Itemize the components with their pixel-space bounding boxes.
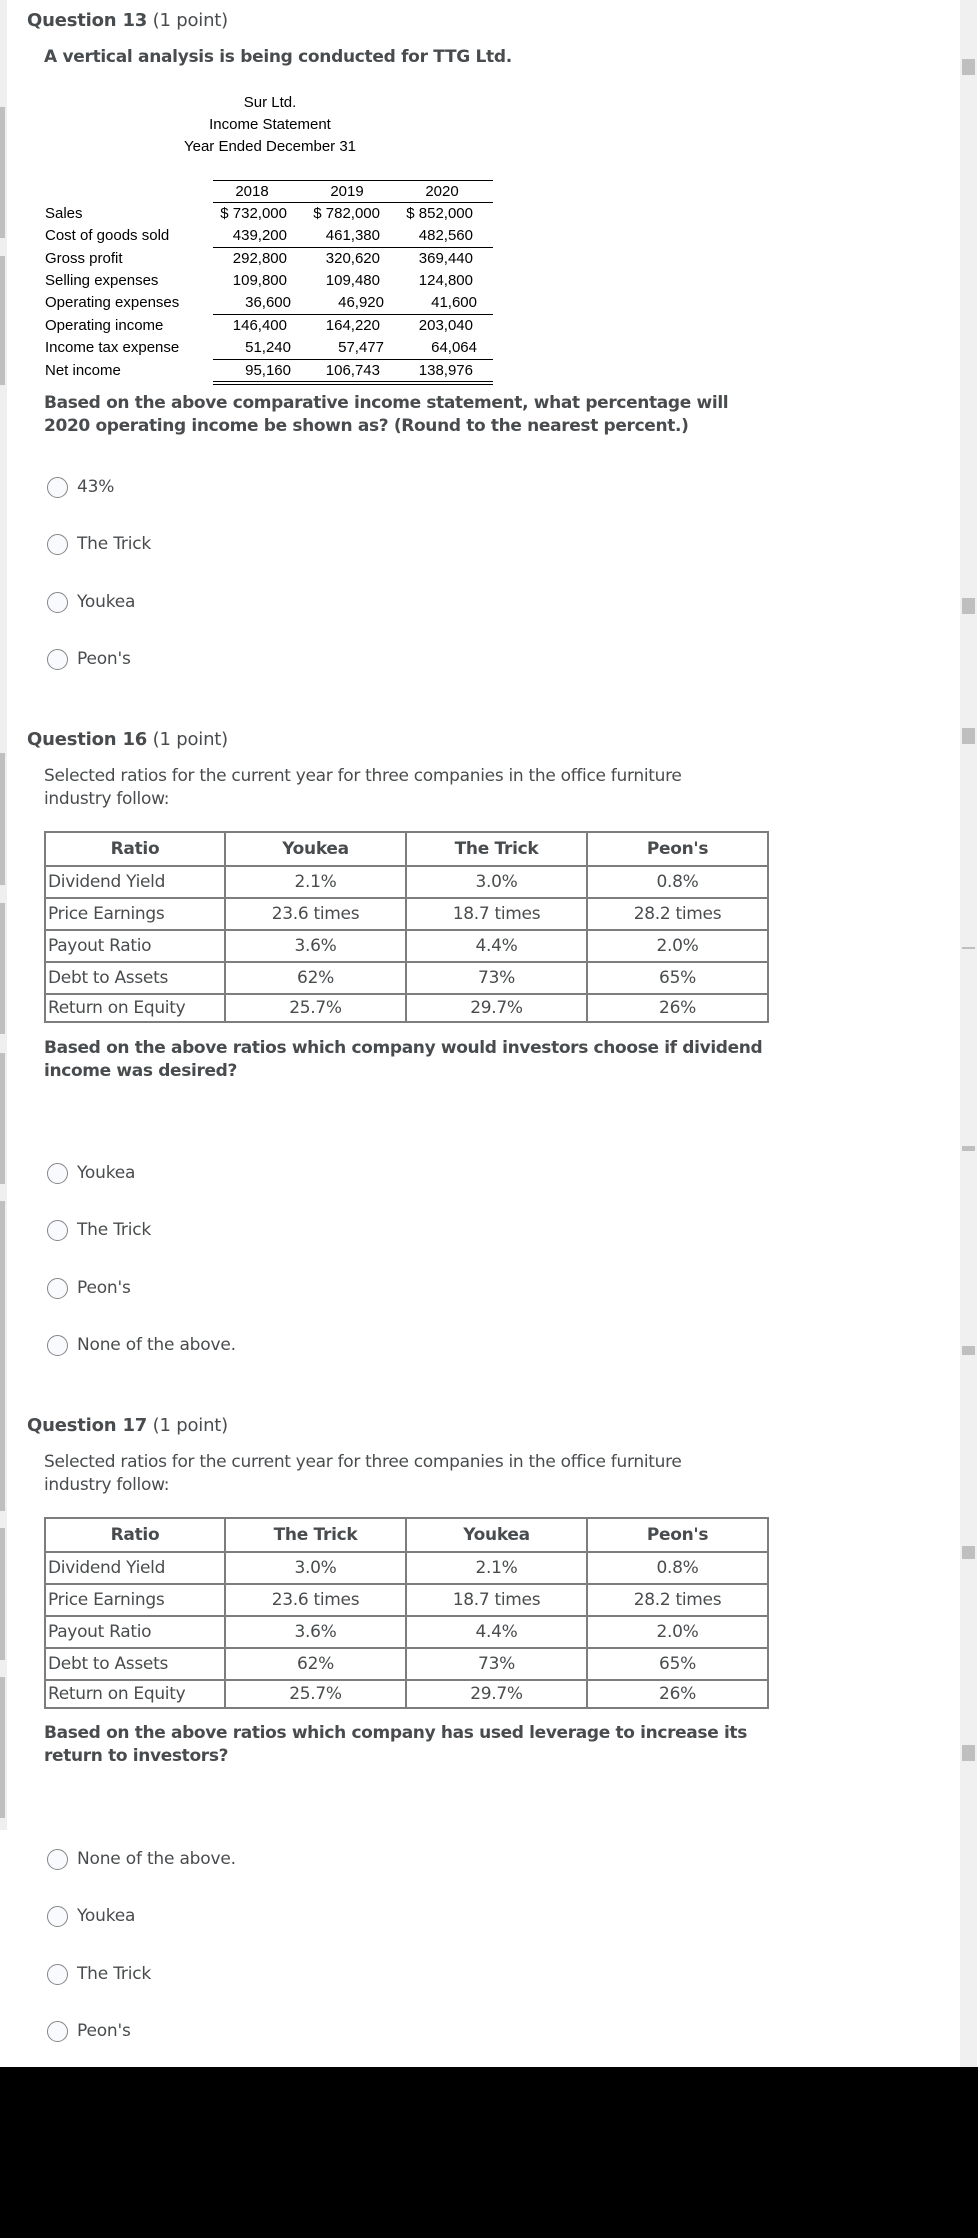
- question-number: Question 17: [27, 1415, 148, 1436]
- gutter-bar: [0, 903, 5, 1034]
- scroll-marker[interactable]: [962, 947, 975, 949]
- question-points: (1 point): [152, 10, 228, 31]
- question-13-title: [27, 10, 228, 31]
- question-13-intro: A vertical analysis is being conducted for TTG Ltd.: [44, 47, 512, 67]
- year-header: 2020: [425, 183, 459, 200]
- option-label: The Trick: [77, 1964, 152, 1984]
- radio-button[interactable]: [47, 1335, 68, 1356]
- column-header: Ratio: [45, 832, 225, 866]
- table-row: Debt to Assets 62% 73% 65%: [45, 962, 768, 994]
- option-label: None of the above.: [77, 1849, 236, 1869]
- table-row: Price Earnings 23.6 times 18.7 times 28.2 times: [45, 898, 768, 930]
- statement-row: Selling expenses 109,800 109,480 124,800: [45, 272, 473, 289]
- statement-company: Sur Ltd.: [243, 94, 297, 111]
- double-rule: [213, 381, 493, 385]
- scroll-marker[interactable]: [962, 59, 975, 75]
- column-header: Youkea: [225, 832, 406, 866]
- question-13-prompt: Based on the above comparative income statement, what percentage will 2020 operating income be shown as? (Round to the nearest percent.): [44, 393, 729, 436]
- statement-row: Operating expenses 36,600 46,920 41,600: [45, 294, 477, 311]
- statement-row: Gross profit 292,800 320,620 369,440: [45, 250, 473, 267]
- gutter-bar: [0, 1201, 5, 1511]
- table-row: Price Earnings 23.6 times 18.7 times 28.2 times: [45, 1584, 768, 1616]
- table-header-row: [45, 1518, 768, 1552]
- statement-period: Year Ended December 31: [183, 138, 357, 155]
- column-header: The Trick: [406, 832, 587, 866]
- statement-row: Net income 95,160 106,743 138,976: [45, 362, 473, 379]
- question-16-intro: Selected ratios for the current year for three companies in the office furniture industry follow:: [44, 766, 682, 809]
- ratio-table-q16: [44, 831, 769, 1023]
- option-q17-4[interactable]: [47, 2018, 131, 2044]
- question-17-intro: Selected ratios for the current year for three companies in the office furniture industry follow:: [44, 1452, 682, 1495]
- option-label: The Trick: [77, 1220, 152, 1240]
- option-label: 43%: [77, 477, 115, 497]
- option-q13-2[interactable]: [47, 531, 151, 557]
- question-number: Question 16: [27, 729, 148, 750]
- option-label: Peon's: [77, 2021, 131, 2041]
- gutter-bar: [0, 1677, 5, 1818]
- scroll-marker[interactable]: [962, 598, 975, 614]
- column-header: Peon's: [587, 832, 768, 866]
- radio-button[interactable]: [47, 477, 68, 498]
- scrollbar-track[interactable]: [960, 0, 977, 2067]
- radio-button[interactable]: [47, 2021, 68, 2042]
- scroll-marker[interactable]: [962, 1146, 975, 1151]
- option-label: Youkea: [77, 592, 136, 612]
- option-q16-3[interactable]: [47, 1275, 131, 1301]
- radio-button[interactable]: [47, 1849, 68, 1870]
- year-header-row: [45, 181, 495, 203]
- scroll-marker[interactable]: [962, 728, 975, 744]
- question-17-prompt: Based on the above ratios which company has used leverage to increase its return to investors?: [44, 1723, 747, 1766]
- option-label: Youkea: [77, 1163, 136, 1183]
- radio-button[interactable]: [47, 592, 68, 613]
- column-header: Youkea: [406, 1518, 587, 1552]
- ratio-table-q17: [44, 1517, 769, 1709]
- option-q17-1[interactable]: [47, 1846, 236, 1872]
- option-q13-1[interactable]: [47, 474, 114, 500]
- radio-button[interactable]: [47, 1278, 68, 1299]
- table-header-row: [45, 832, 768, 866]
- option-label: The Trick: [77, 534, 152, 554]
- column-header: The Trick: [225, 1518, 406, 1552]
- question-points: (1 point): [152, 729, 228, 750]
- option-label: Youkea: [77, 1906, 136, 1926]
- gutter-bar: [0, 256, 5, 385]
- radio-button[interactable]: [47, 534, 68, 555]
- option-label: None of the above.: [77, 1335, 236, 1355]
- gutter-bar: [0, 1053, 5, 1184]
- radio-button[interactable]: [47, 1906, 68, 1927]
- table-row: Payout Ratio 3.6% 4.4% 2.0%: [45, 1616, 768, 1648]
- option-label: Peon's: [77, 1278, 131, 1298]
- table-row: Dividend Yield 3.0% 2.1% 0.8%: [45, 1552, 768, 1584]
- statement-title: Income Statement: [209, 116, 331, 133]
- table-row: Return on Equity 25.7% 29.7% 26%: [45, 994, 768, 1022]
- scroll-marker[interactable]: [962, 1546, 975, 1559]
- statement-row: Sales $ 732,000 $ 782,000 $ 852,000: [45, 205, 473, 222]
- question-17-title: [27, 1415, 228, 1436]
- option-q16-2[interactable]: [47, 1217, 151, 1243]
- statement-row: Operating income 146,400 164,220 203,040: [45, 317, 473, 334]
- question-16-prompt: Based on the above ratios which company would investors choose if dividend income was desired?: [44, 1038, 763, 1081]
- gutter-bar: [0, 753, 5, 885]
- radio-button[interactable]: [47, 649, 68, 670]
- option-q17-3[interactable]: [47, 1961, 151, 1987]
- year-header: 2018: [235, 183, 269, 200]
- table-row: Dividend Yield 2.1% 3.0% 0.8%: [45, 866, 768, 898]
- scroll-marker[interactable]: [962, 1745, 975, 1761]
- gutter-bar: [0, 1528, 5, 1660]
- year-header: 2019: [330, 183, 364, 200]
- question-number: Question 13: [27, 10, 148, 31]
- option-label: Peon's: [77, 649, 131, 669]
- radio-button[interactable]: [47, 1964, 68, 1985]
- column-header: Ratio: [45, 1518, 225, 1552]
- scroll-marker[interactable]: [962, 1346, 975, 1355]
- statement-row: Income tax expense 51,240 57,477 64,064: [45, 339, 477, 356]
- statement-row: Cost of goods sold 439,200 461,380 482,560: [45, 227, 473, 244]
- radio-button[interactable]: [47, 1220, 68, 1241]
- option-q17-2[interactable]: [47, 1903, 135, 1929]
- option-q13-3[interactable]: [47, 589, 135, 615]
- option-q13-4[interactable]: [47, 646, 131, 672]
- left-gutter: [0, 0, 7, 1830]
- table-row: Return on Equity 25.7% 29.7% 26%: [45, 1680, 768, 1708]
- question-points: (1 point): [152, 1415, 228, 1436]
- table-row: Payout Ratio 3.6% 4.4% 2.0%: [45, 930, 768, 962]
- option-q16-4[interactable]: [47, 1332, 236, 1358]
- option-q16-1[interactable]: [47, 1160, 135, 1186]
- radio-button[interactable]: [47, 1163, 68, 1184]
- column-header: Peon's: [587, 1518, 768, 1552]
- question-16-title: [27, 729, 228, 750]
- table-row: Debt to Assets 62% 73% 65%: [45, 1648, 768, 1680]
